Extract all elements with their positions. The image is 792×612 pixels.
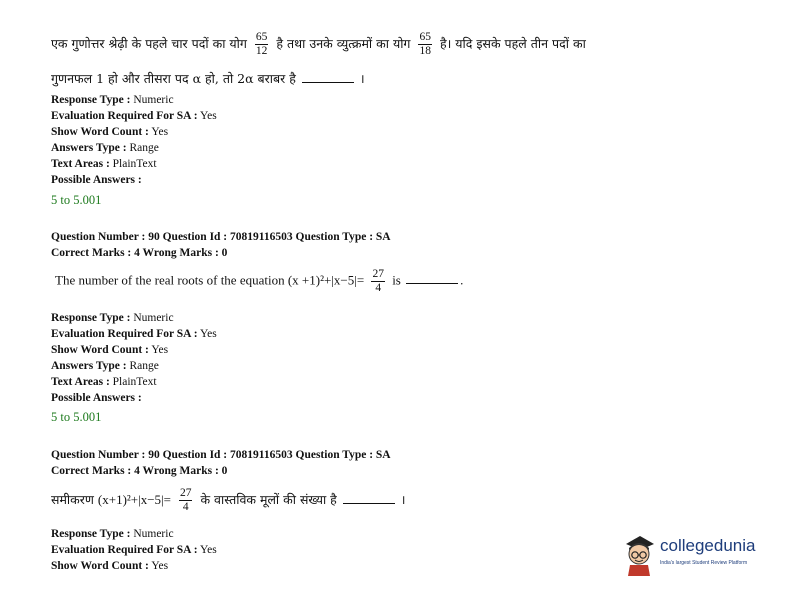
meta-row: Response Type : Numeric (51, 528, 174, 540)
question-90-english (55, 268, 463, 295)
meta-row: Show Word Count : Yes (51, 560, 169, 572)
question-header: Question Number : 90 Question Id : 70819116503 Question Type : SA (51, 231, 391, 243)
answer-blank (406, 282, 458, 284)
meta-row: Evaluation Required For SA : Yes (51, 328, 217, 340)
meta-row: Answers Type : Range (51, 360, 159, 372)
marks-header: Correct Marks : 4 Wrong Marks : 0 (51, 465, 228, 477)
prev-question-line-2 (51, 70, 365, 87)
answer-blank (343, 502, 395, 504)
question-end: . (460, 272, 464, 288)
question-90-hindi (51, 487, 406, 514)
meta-block-3 (51, 526, 217, 574)
question-text-is: is (392, 272, 401, 288)
answer-blank (302, 81, 354, 83)
fraction-numerator: 27 (179, 487, 192, 499)
student-mascot-icon (620, 530, 658, 576)
prev-question-text-a: एक गुणोत्तर श्रेढ़ी के पहले चार पदों का योग (51, 36, 247, 51)
logo-wordmark: collegedunia (660, 536, 756, 555)
prev-question-end: । (359, 71, 365, 86)
equation: (x +1)²+|x−5|= (287, 272, 365, 288)
question-text: समीकरण (51, 492, 94, 507)
fraction-denominator: 4 (375, 282, 382, 294)
prev-question-text-c: है। यदि इसके पहले तीन पदों का (439, 36, 586, 51)
marks-header: Correct Marks : 4 Wrong Marks : 0 (51, 247, 228, 259)
meta-row: Show Word Count : Yes (51, 344, 169, 356)
meta-block-2 (51, 310, 217, 406)
fraction-denominator: 18 (419, 45, 431, 57)
prev-question-text-d: गुणनफल 1 हो और तीसरा पद α हो, तो 2α बराबर है (51, 71, 296, 86)
meta-row: Answers Type : Range (51, 142, 159, 154)
question-text: The number of the real roots of the equation (55, 272, 285, 288)
meta-row: Response Type : Numeric (51, 312, 174, 324)
meta-row: Text Areas : PlainText (51, 158, 157, 170)
meta-row: Evaluation Required For SA : Yes (51, 544, 217, 556)
fraction-denominator: 4 (182, 501, 189, 513)
meta-row: Possible Answers : (51, 392, 142, 404)
question-text-b: के वास्तविक मूलों की संख्या है (200, 492, 337, 507)
fraction-denominator: 12 (255, 45, 268, 57)
equation: (x+1)²+|x−5|= (97, 492, 171, 507)
meta-row: Text Areas : PlainText (51, 376, 157, 388)
fraction-27-4 (179, 487, 193, 514)
fraction-numerator: 27 (372, 268, 384, 280)
meta-block-1 (51, 92, 217, 188)
logo-tagline: India's largest Student Review Platform (660, 560, 748, 566)
prev-question-line-1 (51, 31, 586, 58)
question-header: Question Number : 90 Question Id : 70819116503 Question Type : SA (51, 449, 391, 461)
possible-answer-2: 5 to 5.001 (51, 410, 102, 424)
possible-answer-1: 5 to 5.001 (51, 193, 102, 207)
question-end: । (400, 492, 406, 507)
meta-row: Evaluation Required For SA : Yes (51, 110, 217, 122)
meta-row: Response Type : Numeric (51, 94, 174, 106)
prev-question-text-b: है तथा उनके व्युत्क्रमों का योग (276, 36, 411, 51)
fraction-numerator: 65 (419, 31, 431, 43)
meta-row: Possible Answers : (51, 174, 142, 186)
fraction-65-12 (255, 31, 269, 58)
meta-row: Show Word Count : Yes (51, 126, 169, 138)
collegedunia-logo (620, 530, 770, 580)
fraction-numerator: 65 (255, 31, 268, 43)
fraction-27-4 (371, 268, 385, 295)
fraction-65-18 (418, 31, 432, 58)
